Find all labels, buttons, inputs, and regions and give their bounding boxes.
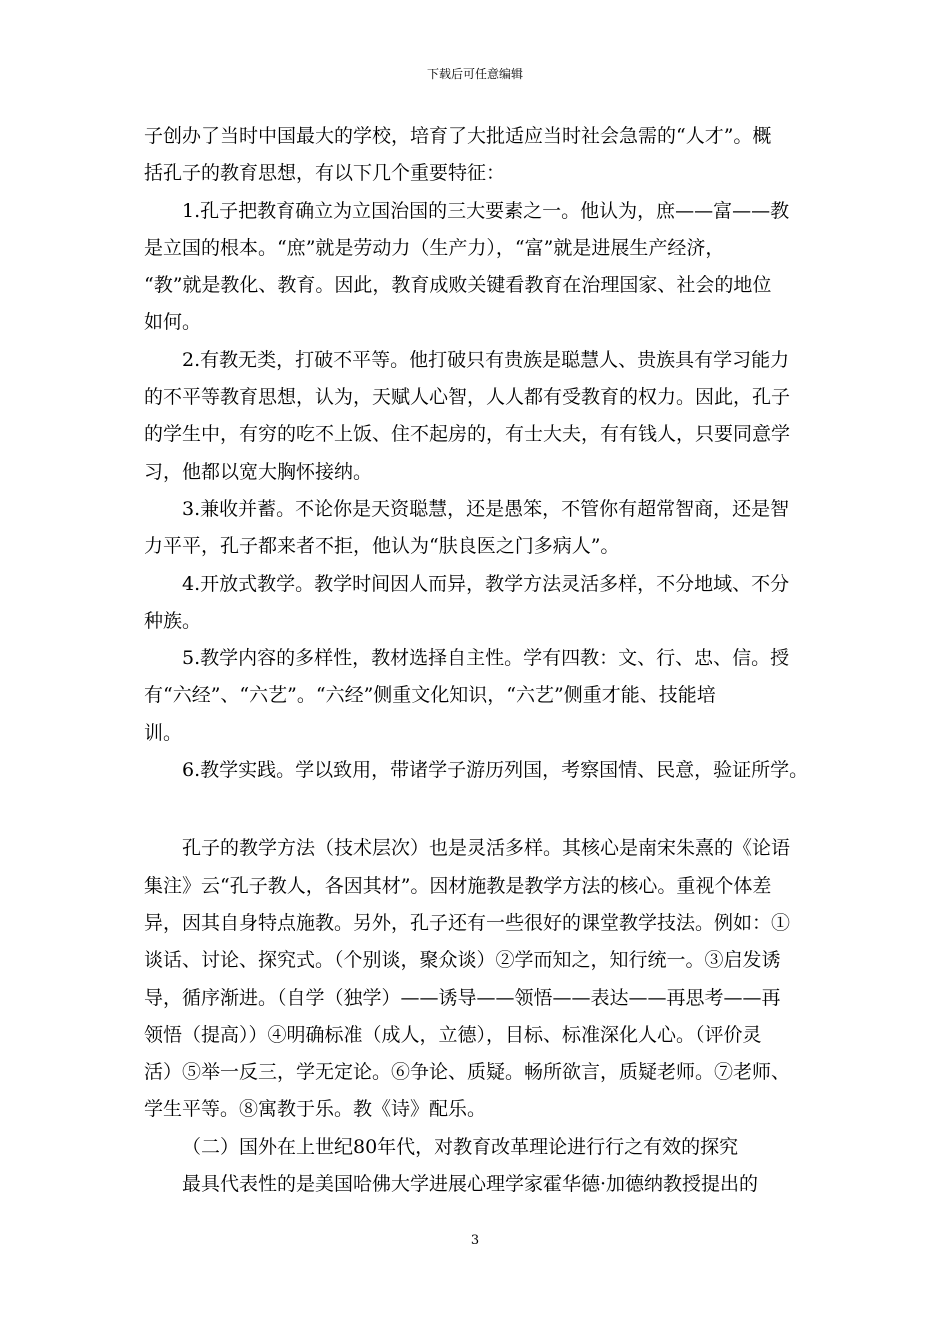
- text-line: 子创办了当时中国最大的学校，培育了大批适应当时社会急需的“人才”。概: [144, 125, 772, 147]
- body-text: [144, 118, 809, 1203]
- text-line: 习，他都以宽大胸怀接纳。: [144, 460, 373, 483]
- text-line: 是立国的根本。“庶”就是劳动力（生产力），“富”就是进展生产经济，: [144, 236, 725, 259]
- text-line: 活）⑤举一反三，学无定论。⑥争论、质疑。畅所欲言，质疑老师。⑦老师、: [144, 1061, 791, 1084]
- text-line: 谈话、讨论、探究式。（个别谈，聚众谈）②学而知之，知行统一。③启发诱: [144, 949, 781, 972]
- text-line: 6.教学实践。学以致用，带诸学子游历列国，考察国情、民意，验证所学。: [182, 759, 809, 782]
- text-line: 学生平等。⑧寓教于乐。教《诗》配乐。: [144, 1098, 487, 1121]
- text-line: 异，因其自身特点施教。另外，孔子还有一些很好的课堂教学技法。例如：①: [144, 911, 791, 934]
- section-heading: （二）国外在上世纪80年代，对教育改革理论进行行之有效的探究: [182, 1135, 739, 1158]
- text-line: 领悟（提高））④明确标准（成人，立德），目标、标准深化人心。（评价灵: [144, 1023, 762, 1046]
- text-line: 有“六经”、“六艺”。“六经”侧重文化知识，“六艺”侧重才能、技能培: [144, 684, 716, 707]
- text-line: 2.有教无类，打破不平等。他打破只有贵族是聪慧人、贵族具有学习能力: [182, 348, 790, 371]
- text-line: 的学生中，有穷的吃不上饭、住不起房的，有士大夫，有有钱人，只要同意学: [144, 423, 791, 446]
- text-line: 最具代表性的是美国哈佛大学进展心理学家霍华德·加德纳教授提出的: [182, 1173, 759, 1196]
- text-line: 导，循序渐进。（自学（独学）——诱导——领悟——表达——再思考——再: [144, 986, 781, 1009]
- text-line: 集注》云“孔子教人，各因其材”。因材施教是教学方法的核心。重视个体差: [144, 874, 772, 897]
- page-header: 下载后可任意编辑: [426, 67, 523, 81]
- text-line: 种族。: [144, 609, 202, 632]
- text-line: 训。: [144, 721, 183, 744]
- text-line: 孔子的教学方法（技术层次）也是灵活多样。其核心是南宋朱熹的《论语: [182, 837, 791, 860]
- text-line: 的不平等教育思想，认为，天赋人心智，人人都有受教育的权力。因此，孔子: [144, 386, 791, 409]
- page-number: 3: [470, 1233, 480, 1248]
- text-line: 1.孔子把教育确立为立国治国的三大要素之一。他认为，庶——富——教: [182, 199, 790, 222]
- text-line: “教”就是教化、教育。因此，教育成败关键看教育在治理国家、社会的地位: [144, 274, 772, 297]
- text-line: 5.教学内容的多样性，教材选择自主性。学有四教：文、行、忠、信。授: [182, 647, 790, 670]
- text-line: 3.兼收并蓄。不论你是天资聪慧，还是愚笨，不管你有超常智商，还是智: [182, 497, 790, 520]
- text-line: 力平平，孔子都来者不拒，他认为“肤良医之门多病人”。: [144, 535, 620, 558]
- text-line: 括孔子的教育思想，有以下几个重要特征：: [144, 162, 506, 185]
- text-line: 4.开放式教学。教学时间因人而异，教学方法灵活多样，不分地域、不分: [182, 572, 790, 595]
- paragraph-gap: [144, 789, 806, 830]
- text-line: 如何。: [144, 311, 202, 334]
